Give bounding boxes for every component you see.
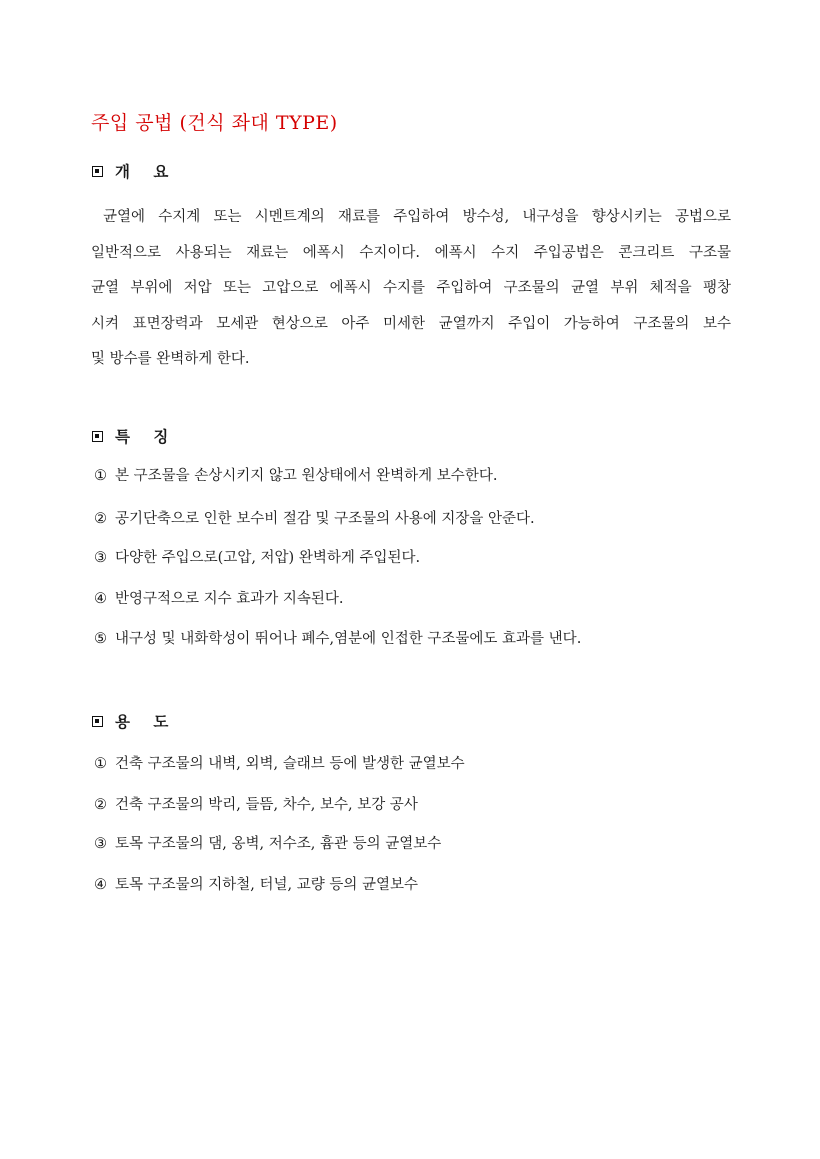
list-item (94, 587, 344, 608)
paragraph-line: 일반적으로 사용되는 재료는 에폭시 수지이다. 에폭시 수지 주입공법은 콘크리트 구조물 (91, 244, 731, 261)
paragraph-line: 시켜 표면장력과 모세관 현상으로 아주 미세한 균열까지 주입이 가능하여 구조물의 보수 (91, 315, 731, 332)
list-item (94, 507, 535, 528)
circled-number: ⑤ (94, 631, 107, 647)
section-heading-features (92, 425, 177, 447)
list-item-text: 토목 구조물의 댐, 옹벽, 저수조, 흄관 등의 균열보수 (115, 836, 442, 852)
circled-number: ① (94, 468, 107, 484)
list-item-text: 본 구조물을 손상시키지 않고 원상태에서 완벽하게 보수한다. (115, 468, 498, 484)
circled-number: ③ (94, 836, 107, 852)
square-bullet-icon (92, 716, 103, 727)
page-title: 주입 공법 (건식 좌대 TYPE) (91, 112, 338, 134)
list-item-text: 다양한 주입으로(고압, 저압) 완벽하게 주입된다. (115, 550, 421, 566)
list-item (94, 752, 465, 773)
list-item-text: 건축 구조물의 내벽, 외벽, 슬래브 등에 발생한 균열보수 (115, 756, 465, 772)
paragraph-line: 및 방수를 완벽하게 한다. (91, 351, 250, 367)
square-bullet-icon (92, 166, 103, 177)
section-heading-overview (92, 160, 177, 182)
paragraph-line: 균열에 수지계 또는 시멘트계의 재료를 주입하여 방수성, 내구성을 향상시키는 공법으로 (103, 209, 731, 225)
list-item (94, 832, 441, 853)
circled-number: ① (94, 756, 107, 772)
list-item (94, 627, 581, 648)
section-heading-label: 특 징 (115, 427, 178, 446)
list-item (94, 464, 497, 485)
list-item-text: 공기단축으로 인한 보수비 절감 및 구조물의 사용에 지장을 안준다. (115, 511, 535, 527)
list-item (94, 793, 418, 814)
circled-number: ④ (94, 877, 107, 893)
list-item-text: 토목 구조물의 지하철, 터널, 교량 등의 균열보수 (115, 877, 419, 893)
section-heading-label: 용 도 (115, 712, 178, 731)
square-bullet-icon (92, 431, 103, 442)
circled-number: ③ (94, 550, 107, 566)
list-item-text: 건축 구조물의 박리, 들뜸, 차수, 보수, 보강 공사 (115, 797, 418, 813)
list-item (94, 873, 418, 894)
circled-number: ② (94, 511, 107, 527)
list-item-text: 반영구적으로 지수 효과가 지속된다. (115, 591, 344, 607)
list-item (94, 546, 420, 567)
overview-paragraph (91, 200, 731, 378)
circled-number: ④ (94, 591, 107, 607)
circled-number: ② (94, 797, 107, 813)
paragraph-line: 균열 부위에 저압 또는 고압으로 에폭시 수지를 주입하여 구조물의 균열 부위 체적을 팽창 (91, 280, 731, 296)
section-heading-label: 개 요 (115, 162, 178, 181)
section-heading-uses (92, 710, 177, 732)
list-item-text: 내구성 및 내화학성이 뛰어나 폐수,염분에 인접한 구조물에도 효과를 낸다. (115, 631, 582, 647)
